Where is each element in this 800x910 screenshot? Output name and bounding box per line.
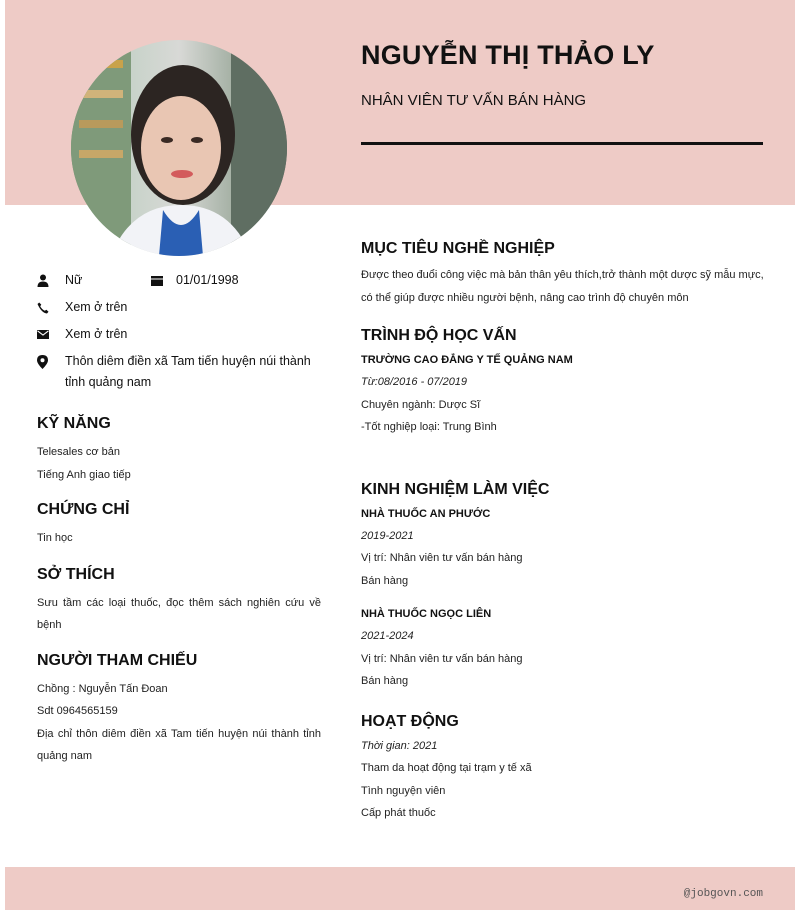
experience-item (361, 603, 765, 693)
calendar-icon (151, 270, 176, 291)
activities-period: Thời gian: 2021 (361, 739, 438, 752)
reference-line: Địa chỉ thôn diêm điền xã Tam tiến huyện núi thành tỉnh quảng nam (37, 727, 321, 762)
job-duty: Bán hàng (361, 675, 409, 687)
job-title: NHÂN VIÊN TƯ VẤN BÁN HÀNG (361, 92, 587, 109)
phone-icon (37, 297, 65, 318)
job-duty: Bán hàng (361, 574, 409, 587)
education-heading: TRÌNH ĐỘ HỌC VẤN (361, 327, 517, 344)
education-major: Chuyên ngành: Dược Sĩ (361, 398, 481, 411)
email-row (37, 324, 321, 345)
right-column (361, 240, 765, 825)
person-icon (37, 270, 65, 291)
school-name: TRƯỜNG CAO ĐẲNG Y TẾ QUẢNG NAM (361, 354, 573, 366)
job-period: 2019-2021 (361, 529, 414, 542)
activities-heading: HOẠT ĐỘNG (361, 712, 459, 730)
education-grade: -Tốt nghiệp loại: Trung Bình (361, 421, 497, 433)
gender-birthday-row (37, 270, 321, 291)
profile-photo (71, 40, 287, 256)
references-heading: NGƯỜI THAM CHIẾU (37, 651, 198, 669)
activity-line: Tình nguyện viên (361, 784, 446, 797)
left-column (37, 270, 321, 768)
profile-photo-illustration (71, 40, 287, 256)
email-value: Xem ở trên (65, 327, 128, 341)
candidate-name: NGUYỄN THỊ THẢO LY (361, 40, 655, 70)
phone-row (37, 297, 321, 318)
hobbies-text: Sưu tầm các loại thuốc, đọc thêm sách nghiên cứu về bệnh (37, 596, 321, 631)
birthday-value: 01/01/1998 (176, 273, 239, 287)
activity-line: Tham da hoạt động tại trạm y tế xã (361, 762, 532, 774)
job-position: Vị trí: Nhân viên tư vấn bán hàng (361, 652, 523, 665)
job-position: Vị trí: Nhân viên tư vấn bán hàng (361, 552, 523, 564)
activity-line: Cấp phát thuốc (361, 807, 436, 819)
certificate-item: Tin học (37, 532, 73, 544)
education-period: Từ:08/2016 - 07/2019 (361, 376, 468, 388)
objective-text: Được theo đuổi công việc mà bản thân yêu thích,trở thành một dược sỹ mẫu mực, có thể giúp được nhiều người bệnh, nâng cao trình độ chuyên môn (361, 269, 764, 304)
job-period: 2021-2024 (361, 630, 414, 642)
phone-value: Xem ở trên (65, 300, 128, 314)
address-value: Thôn diêm điền xã Tam tiến huyện núi thành tỉnh quảng nam (65, 354, 311, 389)
reference-line: Sdt 0964565159 (37, 705, 118, 717)
skills-heading: KỸ NĂNG (37, 415, 111, 432)
reference-line: Chồng : Nguyễn Tấn Đoan (37, 682, 168, 695)
header-divider (361, 142, 763, 145)
certificates-heading: CHỨNG CHỈ (37, 501, 130, 518)
gender-value: Nữ (65, 273, 83, 287)
company-name: NHÀ THUỐC NGỌC LIÊN (361, 608, 492, 620)
address-row (37, 351, 321, 393)
footer-band (5, 867, 795, 910)
skill-item: Tiếng Anh giao tiếp (37, 468, 131, 481)
hobbies-heading: SỞ THÍCH (37, 565, 115, 583)
experience-heading: KINH NGHIỆM LÀM VIỆC (361, 480, 550, 498)
company-name: NHÀ THUỐC AN PHƯỚC (361, 507, 491, 520)
footer-watermark: @jobgovn.com (683, 888, 763, 900)
experience-item (361, 503, 765, 593)
skill-item: Telesales cơ bản (37, 446, 121, 458)
envelope-icon (37, 324, 65, 345)
objective-heading: MỤC TIÊU NGHỀ NGHIỆP (361, 240, 555, 257)
location-pin-icon (37, 351, 65, 372)
